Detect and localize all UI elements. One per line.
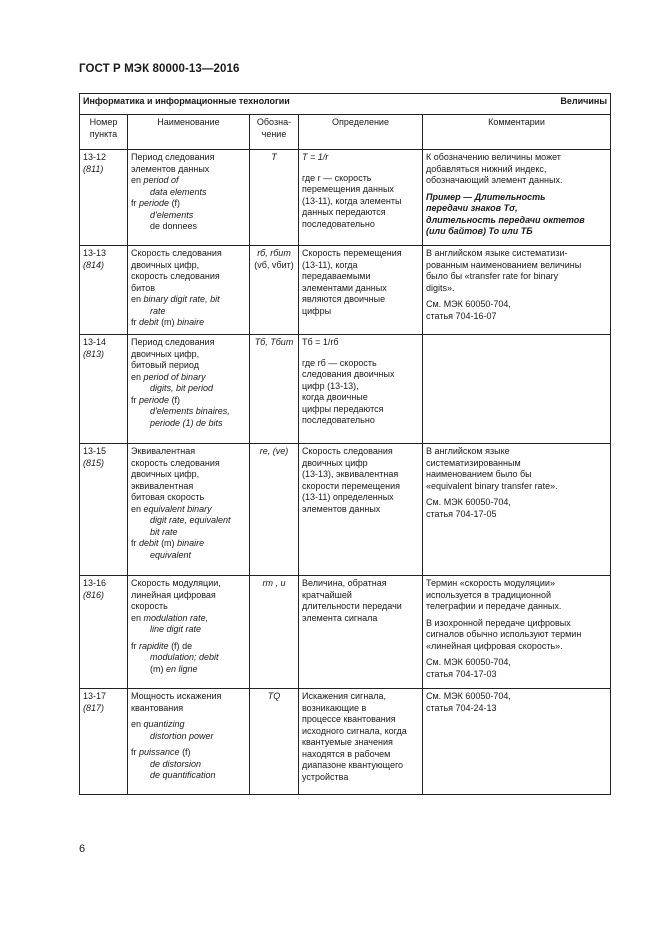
col-header-number: Номер пункта	[80, 115, 128, 150]
term-comment: См. МЭК 60050-704, статья 704-24-13	[423, 689, 611, 795]
term-symbol: T	[250, 150, 299, 246]
document-title: ГОСТ Р МЭК 80000-13—2016	[79, 63, 240, 75]
term-name: Мощность искажения квантования en quantizing distortion power fr puissance (f) de distorsion de quantification	[128, 689, 250, 795]
term-comment: В английском языке систематизированным наименованием было бы «equivalent binary transfer rate». См. МЭК 60050-704, статья 704-17-05	[423, 444, 611, 576]
term-name: Период следования элементов данных en period of data elements fr periode (f) d'elements de donnees	[128, 150, 250, 246]
item-number: 13-16 (816)	[80, 576, 128, 689]
table-row	[80, 444, 611, 576]
term-symbol: rm , u	[250, 576, 299, 689]
table-row	[80, 246, 611, 335]
term-symbol: TQ	[250, 689, 299, 795]
term-symbol: Tб, Tбит	[250, 335, 299, 444]
section-title: Информатика и информационные технологии	[83, 96, 290, 106]
item-number: 13-15 (815)	[80, 444, 128, 576]
item-number: 13-14 (813)	[80, 335, 128, 444]
page-number: 6	[79, 843, 86, 855]
column-header-row	[80, 115, 611, 150]
term-symbol: re, (ve)	[250, 444, 299, 576]
section-header-row	[80, 94, 611, 115]
col-header-name: Наименование	[128, 115, 250, 150]
col-header-definition: Определение	[299, 115, 423, 150]
terms-table	[79, 93, 611, 795]
term-comment: В английском языке систематизи- рованным наименованием величины было бы «transfer rate for binary digits». См. МЭК 60050-704, статья 704-16-07	[423, 246, 611, 335]
term-name: Эквивалентная скорость следования двоичных цифр, эквивалентная битовая скорость en equivalent binary digit rate, equivalent bit rate fr debit (m) binaire equivalent	[128, 444, 250, 576]
term-name: Скорость модуляции, линейная цифровая скорость en modulation rate, line digit rate fr rapidite (f) de modulation; debit (m) en ligne	[128, 576, 250, 689]
term-definition: Tб = 1/rб где rб — скорость следования двоичных цифр (13-13), когда двоичные цифры передаются последовательно	[299, 335, 423, 444]
term-definition: Величина, обратная кратчайшей длительности передачи элемента сигнала	[299, 576, 423, 689]
term-definition: Скорость перемещения (13-11), когда передаваемыми элементами данных являются двоичные цифры	[299, 246, 423, 335]
term-definition: Искажения сигнала, возникающие в процессе квантования исходного сигнала, когда квантуемые значения находятся в рабочем диапазоне квантующего устройства	[299, 689, 423, 795]
term-definition: T = 1/r где r — скорость перемещения данных (13-11), когда элементы данных передаются последовательно	[299, 150, 423, 246]
item-number: 13-13 (814)	[80, 246, 128, 335]
table-row	[80, 689, 611, 795]
term-comment: Термин «скорость модуляции» используется в традиционной телеграфии и передаче данных. В изохронной передаче цифровых сигналов обычно используют термин «линейная цифровая скорость». См. МЭК 60050-704, статья 704-17-03	[423, 576, 611, 689]
term-comment	[423, 335, 611, 444]
col-header-comments: Комментарии	[423, 115, 611, 150]
item-number: 13-17 (817)	[80, 689, 128, 795]
item-number: 13-12 (811)	[80, 150, 128, 246]
table-row	[80, 150, 611, 246]
col-header-symbol: Обозна- чение	[250, 115, 299, 150]
term-comment: К обозначению величины может добавляться нижний индекс, обозначающий элемент данных. Пример — Длительность передачи знаков Тσ, длительность передачи октетов (или байтов) To или TБ	[423, 150, 611, 246]
term-name: Период следования двоичных цифр, битовый период en period of binary digits, bit period fr periode (f) d'elements binaires, periode (1) de bits	[128, 335, 250, 444]
table-row	[80, 335, 611, 444]
term-symbol: rб, rбит (vб, vбит)	[250, 246, 299, 335]
table-row	[80, 576, 611, 689]
section-subtitle: Величины	[560, 96, 608, 106]
term-definition: Скорость следования двоичных цифр (13-13), эквивалентная скорости перемещения (13-11) определенных элементов данных	[299, 444, 423, 576]
term-name: Скорость следования двоичных цифр, скорость следования битов en binary digit rate, bit rate fr debit (m) binaire	[128, 246, 250, 335]
